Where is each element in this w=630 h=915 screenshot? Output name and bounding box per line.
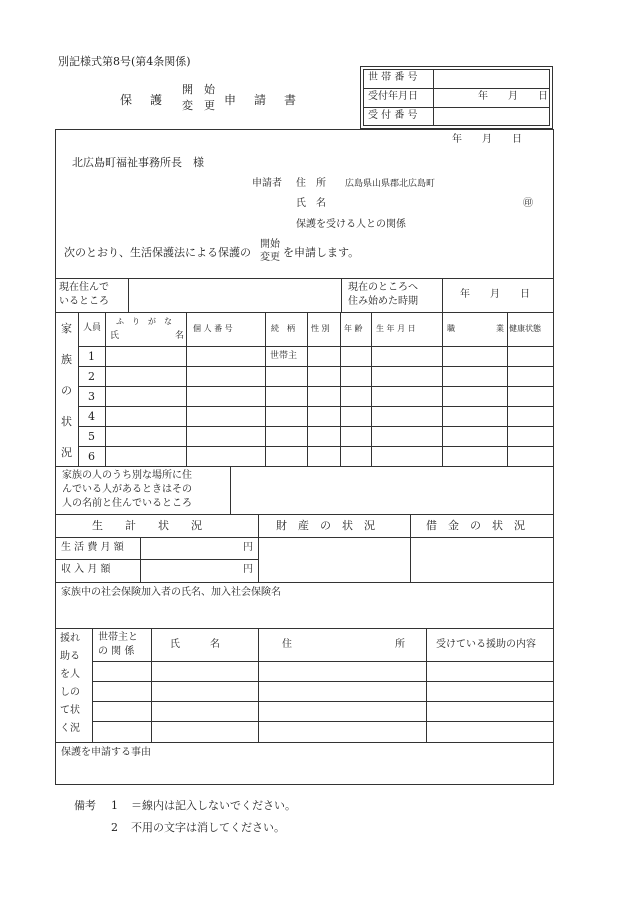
header-birthdate: 生 年 月 日 (376, 324, 416, 333)
address-value: 広島県山県郡北広島町 (345, 179, 436, 189)
family-row-number: 5 (88, 430, 95, 443)
family-row-relationship: 世帯主 (270, 351, 298, 361)
yen-unit: 円 (243, 564, 253, 575)
support-relation-label-1: 世帯主と (98, 632, 138, 643)
separated-family-label-1: 家族の人のうち別な場所に住 (62, 470, 192, 481)
reason-field[interactable] (58, 762, 551, 782)
separated-family-field[interactable] (233, 469, 551, 511)
monthly-cost-field[interactable] (143, 539, 239, 557)
residence-since-label-1: 現在のところへ (348, 282, 418, 293)
family-row-number: 4 (88, 410, 95, 423)
family-side-label-5: 況 (61, 446, 72, 459)
reception-number-label: 受 付 番 号 (368, 110, 418, 121)
family-row-number: 6 (88, 450, 95, 463)
header-furigana: ふ り が な (116, 317, 172, 326)
yen-unit: 円 (243, 542, 253, 553)
property-status-label: 財 産 の 状 況 (276, 519, 375, 532)
family-side-label-3: の (61, 384, 72, 397)
household-number-field[interactable] (436, 71, 548, 86)
statement-option-start: 開始 (260, 239, 280, 250)
header-individual-number: 個 人 番 号 (193, 324, 233, 333)
applicant-name-field[interactable] (345, 196, 515, 212)
debt-status-label: 借 金 の 状 況 (426, 519, 525, 532)
header-name-bottom: 名 (175, 331, 185, 341)
received-date-value: 年 月 日 (478, 91, 548, 102)
header-age: 年 齢 (344, 324, 363, 333)
support-address-label-right: 所 (395, 639, 405, 650)
family-side-label-2: 族 (61, 353, 72, 366)
insurance-label: 家族中の社会保険加入者の氏名、加入社会保険名 (61, 587, 281, 598)
note-item-number: 1 (111, 799, 118, 812)
address-label: 住 所 (296, 178, 326, 189)
current-residence-label-1: 現在住んで (59, 282, 109, 293)
support-address-label-left: 住 (282, 639, 292, 650)
header-relationship: 続 柄 (271, 324, 295, 333)
family-row-number: 3 (88, 390, 95, 403)
residence-since-label-2: 住み始めた時期 (348, 296, 418, 307)
statement-after: を申請します。 (283, 246, 360, 259)
support-relation-label-2: の 関 係 (98, 646, 135, 657)
separated-family-label-2: んでいる人があるときはその (62, 484, 192, 495)
note-item-text: ＝線内は記入しないでください。 (131, 799, 296, 812)
separated-family-label-3: 人の名前と住んでいるところ (62, 498, 192, 509)
support-side-label-2: 助る (60, 651, 80, 662)
header-sex: 性 別 (311, 324, 330, 333)
family-side-label-1: 家 (61, 322, 72, 335)
relation-field[interactable] (420, 216, 545, 232)
form-id: 別記様式第8号(第4条関係) (58, 55, 191, 68)
header-date: 年 月 日 (452, 134, 522, 145)
reception-number-field[interactable] (436, 109, 548, 124)
statement-option-change: 変更 (260, 252, 280, 263)
title-option-change: 変 更 (182, 99, 215, 112)
statement-before: 次のとおり、生活保護法による保護の (64, 246, 251, 259)
household-number-label: 世 帯 番 号 (368, 72, 418, 83)
header-occupation-2: 業 (496, 324, 504, 333)
support-name-label: 氏 名 (170, 639, 220, 650)
support-side-label-5: て状 (60, 705, 80, 716)
support-side-label-1: 援れ (60, 633, 80, 644)
notes-label: 備考 (74, 799, 96, 812)
support-side-label-4: しの (60, 687, 80, 698)
name-label: 氏 名 (296, 198, 326, 209)
support-content-label: 受けている援助の内容 (436, 639, 536, 650)
monthly-income-label: 収 入 月 額 (61, 564, 111, 575)
support-side-label-6: く況 (60, 723, 80, 734)
reason-label: 保護を申請する事由 (61, 747, 151, 758)
insurance-field[interactable] (58, 603, 551, 625)
header-count: 人員 (83, 323, 102, 333)
note-item-number: 2 (111, 821, 118, 834)
support-side-label-3: を人 (60, 669, 80, 680)
header-health: 健康状態 (509, 324, 541, 333)
current-residence-label-2: いるところ (59, 296, 109, 307)
header-name-top: 氏 (110, 331, 120, 341)
monthly-cost-label: 生 活 費 月 額 (61, 542, 124, 553)
family-row-number: 2 (88, 370, 95, 383)
living-status-label: 生 計 状 況 (92, 519, 202, 532)
title-prefix: 保 護 (120, 93, 166, 107)
applicant-label: 申請者 (252, 178, 282, 189)
title-option-start: 開 始 (182, 83, 215, 96)
seal-mark: ㊞ (523, 198, 533, 209)
address-field[interactable] (345, 176, 545, 192)
addressee: 北広島町福祉事務所長 様 (72, 156, 204, 169)
monthly-income-field[interactable] (143, 561, 239, 579)
relation-label: 保護を受ける人との関係 (296, 219, 406, 230)
family-side-label-4: 状 (61, 415, 72, 428)
title-suffix: 申 請 書 (224, 93, 300, 107)
received-date-label: 受付年月日 (368, 91, 418, 102)
residence-since-value: 年 月 日 (460, 289, 530, 300)
current-residence-field[interactable] (131, 281, 338, 310)
note-item-text: 不用の文字は消してください。 (131, 821, 285, 834)
header-occupation-1: 職 (447, 324, 455, 333)
family-row-number: 1 (88, 350, 95, 363)
